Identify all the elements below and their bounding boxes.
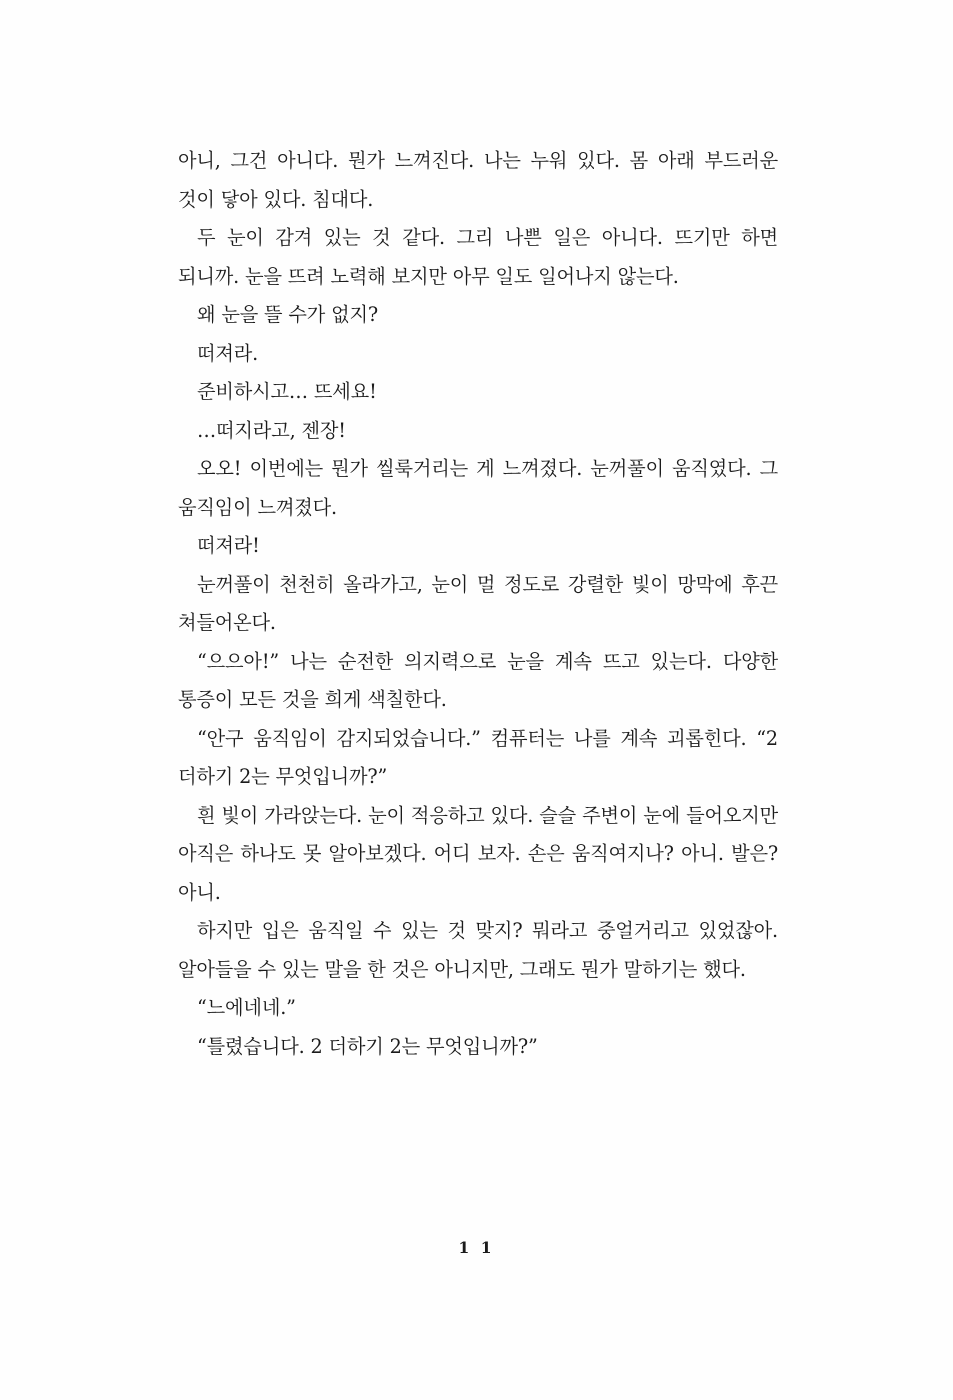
paragraph: “틀렸습니다. 2 더하기 2는 무엇입니까?” [197,1034,538,1058]
body-text [178,142,778,1066]
paragraph: 두 눈이 감겨 있는 것 같다. 그리 나쁜 일은 아니다. 뜨기만 하면 되니까. 눈을 뜨려 노력해 보지만 아무 일도 일어나지 않는다. [178,226,778,288]
paragraph: 떠져라! [197,534,260,557]
paragraph: “으으아!” 나는 순전한 의지력으로 눈을 계속 뜨고 있는다. 다양한 통증이 모든 것을 희게 색칠한다. [178,649,778,711]
paragraph: “느에네네.” [197,996,296,1019]
paragraph: “안구 움직임이 감지되었습니다.” 컴퓨터는 나를 계속 괴롭힌다. “2 더하기 2는 무엇입니까?” [178,726,778,788]
paragraph: 준비하시고… 뜨세요! [197,380,377,403]
paragraph: 흰 빛이 가라앉는다. 눈이 적응하고 있다. 슬슬 주변이 눈에 들어오지만 아직은 하나도 못 알아보겠다. 어디 보자. 손은 움직여지나? 아니. 발은? 아니. [178,803,778,904]
paragraph: …떠지라고, 젠장! [197,418,346,442]
paragraph: 하지만 입은 움직일 수 있는 것 맞지? 뭐라고 중얼거리고 있었잖아. 알아들을 수 있는 말을 한 것은 아니지만, 그래도 뭔가 말하기는 했다. [178,919,778,981]
page-number: 1 1 [458,1238,495,1257]
paragraph: 떠져라. [197,341,259,365]
paragraph: 오오! 이번에는 뭔가 씰룩거리는 게 느껴졌다. 눈꺼풀이 움직였다. 그 움직임이 느껴졌다. [178,457,778,519]
paragraph: 아니, 그건 아니다. 뭔가 느껴진다. 나는 누워 있다. 몸 아래 부드러운 것이 닿아 있다. 침대다. [178,149,778,211]
paragraph: 왜 눈을 뜰 수가 없지? [197,303,379,326]
paragraph: 눈꺼풀이 천천히 올라가고, 눈이 멀 정도로 강렬한 빛이 망막에 후끈 쳐들어온다. [178,572,778,634]
